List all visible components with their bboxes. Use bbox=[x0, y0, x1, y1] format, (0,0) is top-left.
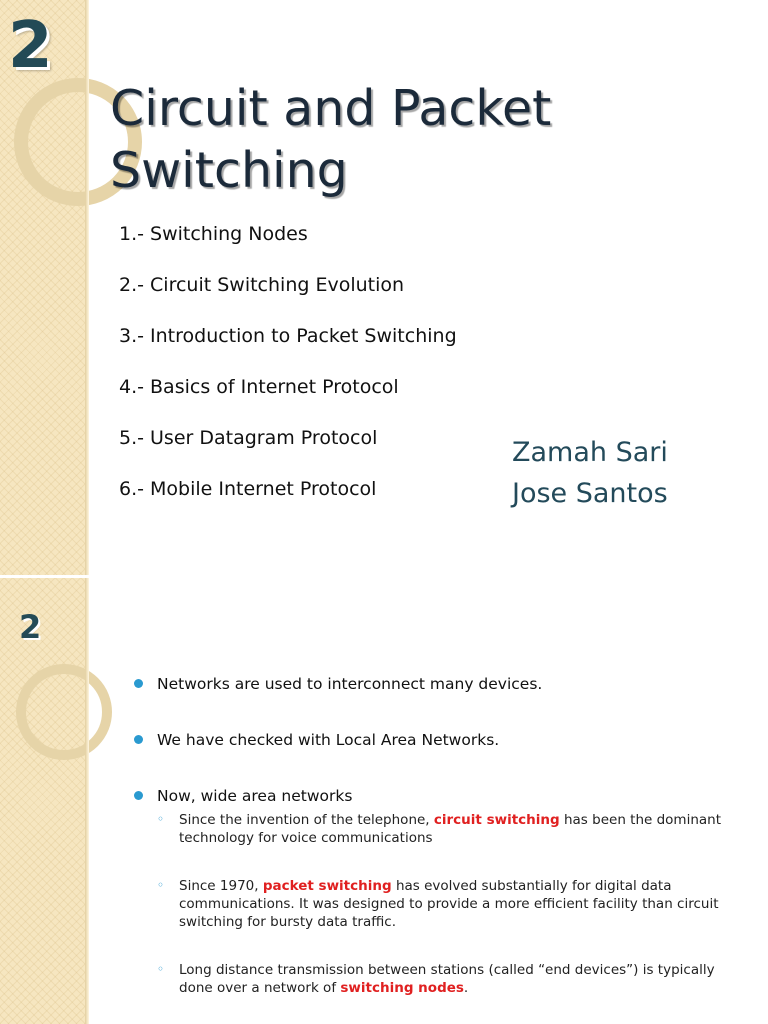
bullet-text: Now, wide area networks bbox=[157, 787, 353, 805]
authors bbox=[512, 432, 668, 514]
toc-item: 4.- Basics of Internet Protocol bbox=[119, 376, 399, 398]
decorative-side-band bbox=[0, 578, 85, 1024]
highlight-term: circuit switching bbox=[433, 812, 560, 828]
bullet-text: We have checked with Local Area Networks. bbox=[157, 731, 500, 749]
bullet-item bbox=[132, 674, 742, 694]
bullet-dot-icon bbox=[134, 679, 143, 688]
ring-bullet-icon: ◦ bbox=[157, 878, 165, 892]
highlight-term: switching nodes bbox=[340, 980, 464, 996]
slide-number: 2 bbox=[19, 608, 42, 646]
ring-bullet-icon: ◦ bbox=[157, 962, 165, 976]
sub-bullet-item bbox=[157, 877, 742, 931]
sub-bullet-item bbox=[157, 961, 742, 997]
slide-number: 2 bbox=[8, 9, 53, 83]
bullet-item bbox=[132, 786, 742, 997]
sub-text-after: has evolved substantially for digital data communications. It was designed to provide a more efficient facility than circuit switching for bursty data traffic. bbox=[179, 878, 719, 930]
bullet-dot-icon bbox=[134, 735, 143, 744]
bullet-dot-icon bbox=[134, 791, 143, 800]
slide-title bbox=[110, 78, 670, 202]
sub-text-before: Since 1970, bbox=[179, 878, 263, 894]
sub-text-after: . bbox=[463, 980, 469, 996]
toc-item: 6.- Mobile Internet Protocol bbox=[119, 478, 377, 500]
bullet-text: Networks are used to interconnect many devices. bbox=[157, 675, 543, 693]
sub-text-before: Since the invention of the telephone, bbox=[179, 812, 434, 828]
bullet-item bbox=[132, 730, 742, 750]
table-of-contents bbox=[119, 223, 457, 529]
sub-bullet-list bbox=[157, 811, 742, 997]
sub-text-after: has been the dominant technology for voice communications bbox=[179, 812, 722, 846]
title-line-2: Switching bbox=[110, 142, 348, 199]
bullet-list bbox=[132, 674, 742, 997]
toc-item: 5.- User Datagram Protocol bbox=[119, 427, 378, 449]
ring-bullet-icon: ◦ bbox=[157, 812, 165, 826]
sub-text-before: Long distance transmission between stations (called “end devices”) is typically done over a network of bbox=[179, 962, 715, 996]
highlight-term: packet switching bbox=[262, 878, 392, 894]
toc-item: 3.- Introduction to Packet Switching bbox=[119, 325, 457, 347]
author-name: Jose Santos bbox=[512, 478, 668, 509]
title-line-1: Circuit and Packet bbox=[110, 80, 552, 137]
toc-item: 2.- Circuit Switching Evolution bbox=[119, 274, 405, 296]
author-name: Zamah Sari bbox=[512, 437, 668, 468]
decorative-side-band bbox=[0, 0, 85, 578]
content-slide bbox=[0, 578, 768, 1024]
decorative-ring-icon bbox=[16, 664, 112, 760]
toc-item: 1.- Switching Nodes bbox=[119, 223, 308, 245]
sub-bullet-item bbox=[157, 811, 742, 847]
